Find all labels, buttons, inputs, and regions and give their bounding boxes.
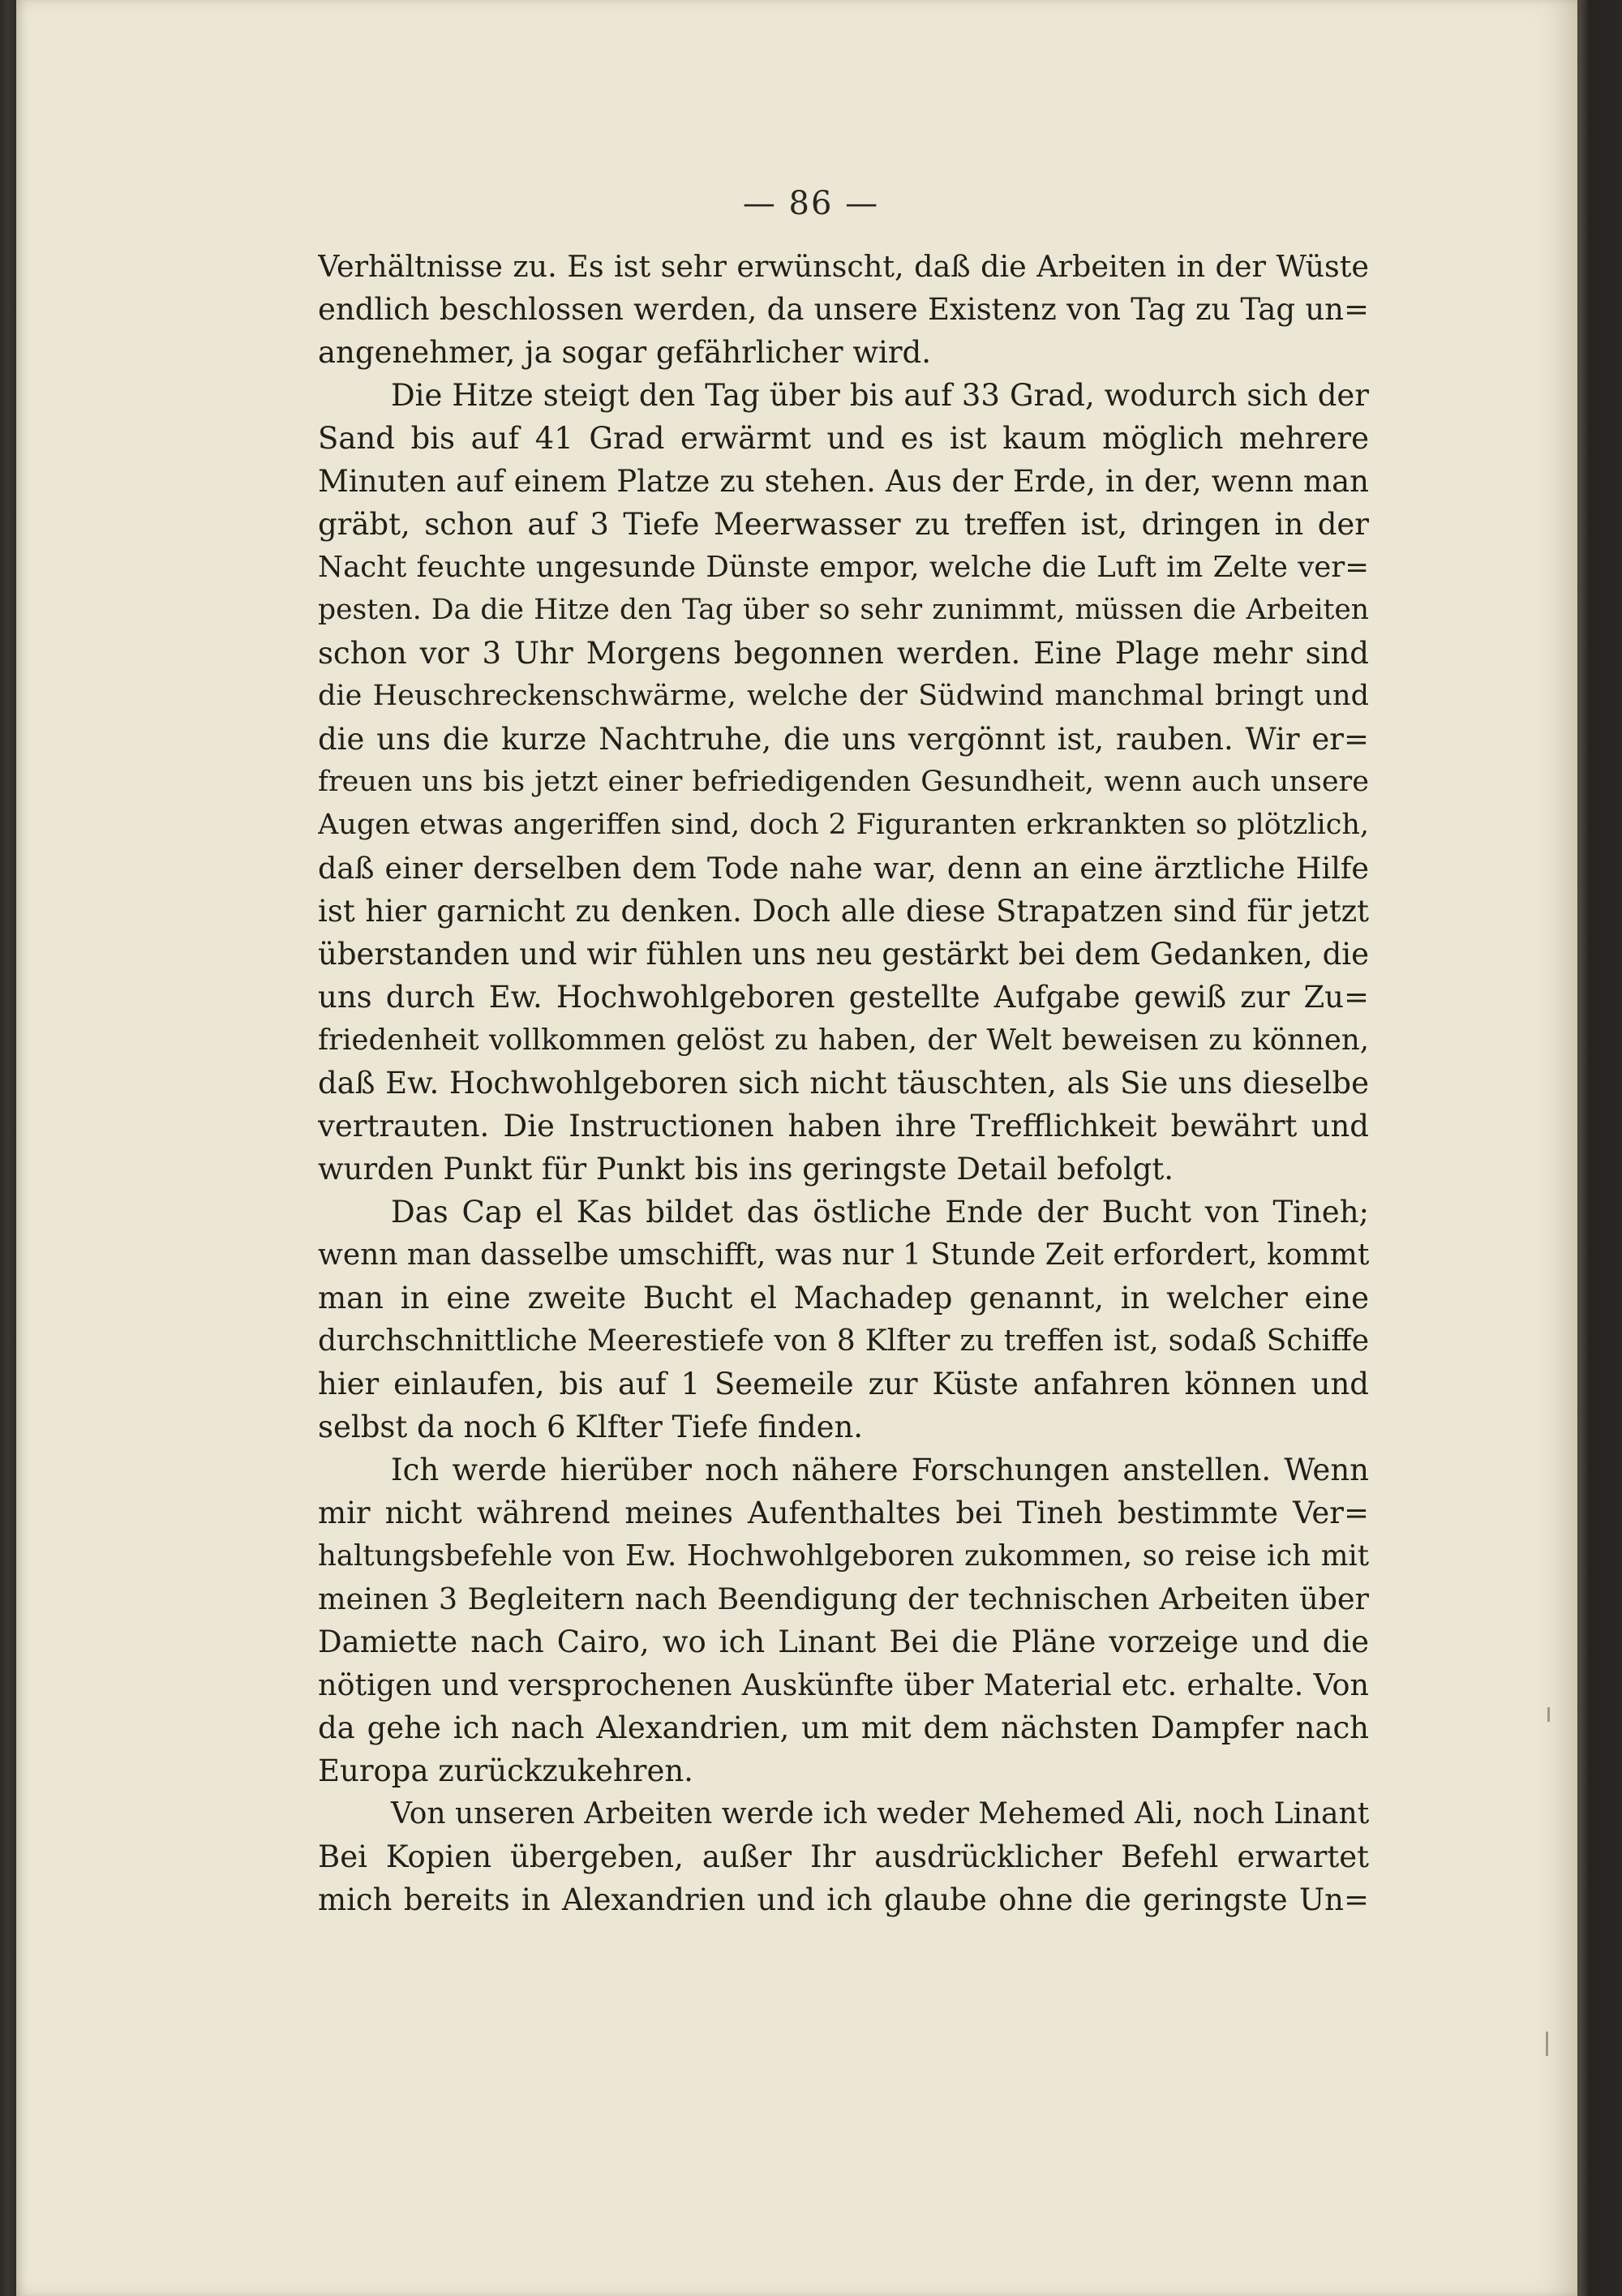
text-line: die Heuschreckenschwärme, welche der Südwind manchmal bringt und — [318, 680, 1369, 712]
text-line: haltungsbefehle von Ew. Hochwohlgeboren zukommen, so reise ich mit — [318, 1539, 1369, 1573]
text-line: wenn man dasselbe umschifft, was nur 1 Stunde Zeit erfordert, kommt — [318, 1238, 1369, 1272]
text-line: Minuten auf einem Platze zu stehen. Aus der Erde, in der, wenn man — [318, 464, 1369, 499]
text-line: Damiette nach Cairo, wo ich Linant Bei die Pläne vorzeige und die — [318, 1624, 1369, 1659]
text-line: wurden Punkt für Punkt bis ins geringste Detail befolgt. — [318, 1152, 1174, 1187]
text-line: man in eine zweite Bucht el Machadep genannt, in welcher eine — [318, 1281, 1369, 1315]
text-line: mir nicht während meines Aufenthaltes bei Tineh bestimmte Ver= — [318, 1496, 1369, 1530]
page-number: — 86 — — [742, 185, 880, 222]
text-line: selbst da noch 6 Klfter Tiefe finden. — [318, 1410, 864, 1444]
text-line: daß Ew. Hochwohlgeboren sich nicht täuschten, als Sie uns dieselbe — [318, 1066, 1369, 1101]
text-line: hier einlaufen, bis auf 1 Seemeile zur Küste anfahren können und — [318, 1367, 1369, 1401]
text-line: pesten. Da die Hitze den Tag über so sehr zunimmt, müssen die Arbeiten — [318, 594, 1369, 626]
text-line: Ich werde hierüber noch nähere Forschungen anstellen. Wenn — [391, 1453, 1369, 1487]
text-line: Die Hitze steigt den Tag über bis auf 33 Grad, wodurch sich der — [391, 378, 1369, 413]
text-line: endlich beschlossen werden, da unsere Existenz von Tag zu Tag un= — [318, 292, 1369, 327]
text-line: friedenheit vollkommen gelöst zu haben, der Welt beweisen zu können, — [318, 1024, 1369, 1057]
text-line: Bei Kopien übergeben, außer Ihr ausdrücklicher Befehl erwartet — [318, 1839, 1369, 1874]
text-line: Sand bis auf 41 Grad erwärmt und es ist kaum möglich mehrere — [318, 421, 1369, 456]
text-line: schon vor 3 Uhr Morgens begonnen werden. Eine Plage mehr sind — [318, 636, 1369, 671]
text-line: Das Cap el Kas bildet das östliche Ende der Bucht von Tineh; — [391, 1195, 1369, 1230]
text-line: ist hier garnicht zu denken. Doch alle diese Strapatzen sind für jetzt — [318, 894, 1369, 929]
text-line: vertrauten. Die Instructionen haben ihre Trefflichkeit bewährt und — [318, 1109, 1369, 1144]
body-text — [318, 245, 1369, 1921]
text-line: gräbt, schon auf 3 Tiefe Meerwasser zu treffen ist, dringen in der — [318, 507, 1369, 542]
text-line: Nacht feuchte ungesunde Dünste empor, welche die Luft im Zelte ver= — [318, 551, 1369, 584]
margin-mark — [1546, 2032, 1548, 2056]
text-line: mich bereits in Alexandrien und ich glaube ohne die geringste Un= — [318, 1882, 1369, 1917]
text-line: Augen etwas angeriffen sind, doch 2 Figuranten erkrankten so plötzlich, — [318, 809, 1369, 841]
text-line: meinen 3 Begleitern nach Beendigung der technischen Arbeiten über — [318, 1581, 1369, 1616]
text-line: überstanden und wir fühlen uns neu gestärkt bei dem Gedanken, die — [318, 937, 1369, 972]
text-line: daß einer derselben dem Tode nahe war, denn an eine ärztliche Hilfe — [318, 851, 1369, 886]
text-line: Europa zurückzukehren. — [318, 1753, 693, 1788]
text-line: uns durch Ew. Hochwohlgeboren gestellte Aufgabe gewiß zur Zu= — [318, 980, 1369, 1015]
margin-mark — [1547, 1707, 1550, 1722]
text-line: angenehmer, ja sogar gefährlicher wird. — [318, 335, 931, 370]
text-line: freuen uns bis jetzt einer befriedigenden Gesundheit, wenn auch unsere — [318, 766, 1369, 798]
text-line: die uns die kurze Nachtruhe, die uns vergönnt ist, rauben. Wir er= — [318, 722, 1369, 757]
text-line: durchschnittliche Meerestiefe von 8 Klfter zu treffen ist, sodaß Schiffe — [318, 1324, 1369, 1358]
text-line: nötigen und versprochenen Auskünfte über Material etc. erhalte. Von — [318, 1667, 1369, 1702]
text-line: Von unseren Arbeiten werde ich weder Mehemed Ali, noch Linant — [391, 1797, 1369, 1830]
text-line: Verhältnisse zu. Es ist sehr erwünscht, daß die Arbeiten in der Wüste — [318, 249, 1369, 284]
text-line: da gehe ich nach Alexandrien, um mit dem nächsten Dampfer nach — [318, 1710, 1369, 1745]
